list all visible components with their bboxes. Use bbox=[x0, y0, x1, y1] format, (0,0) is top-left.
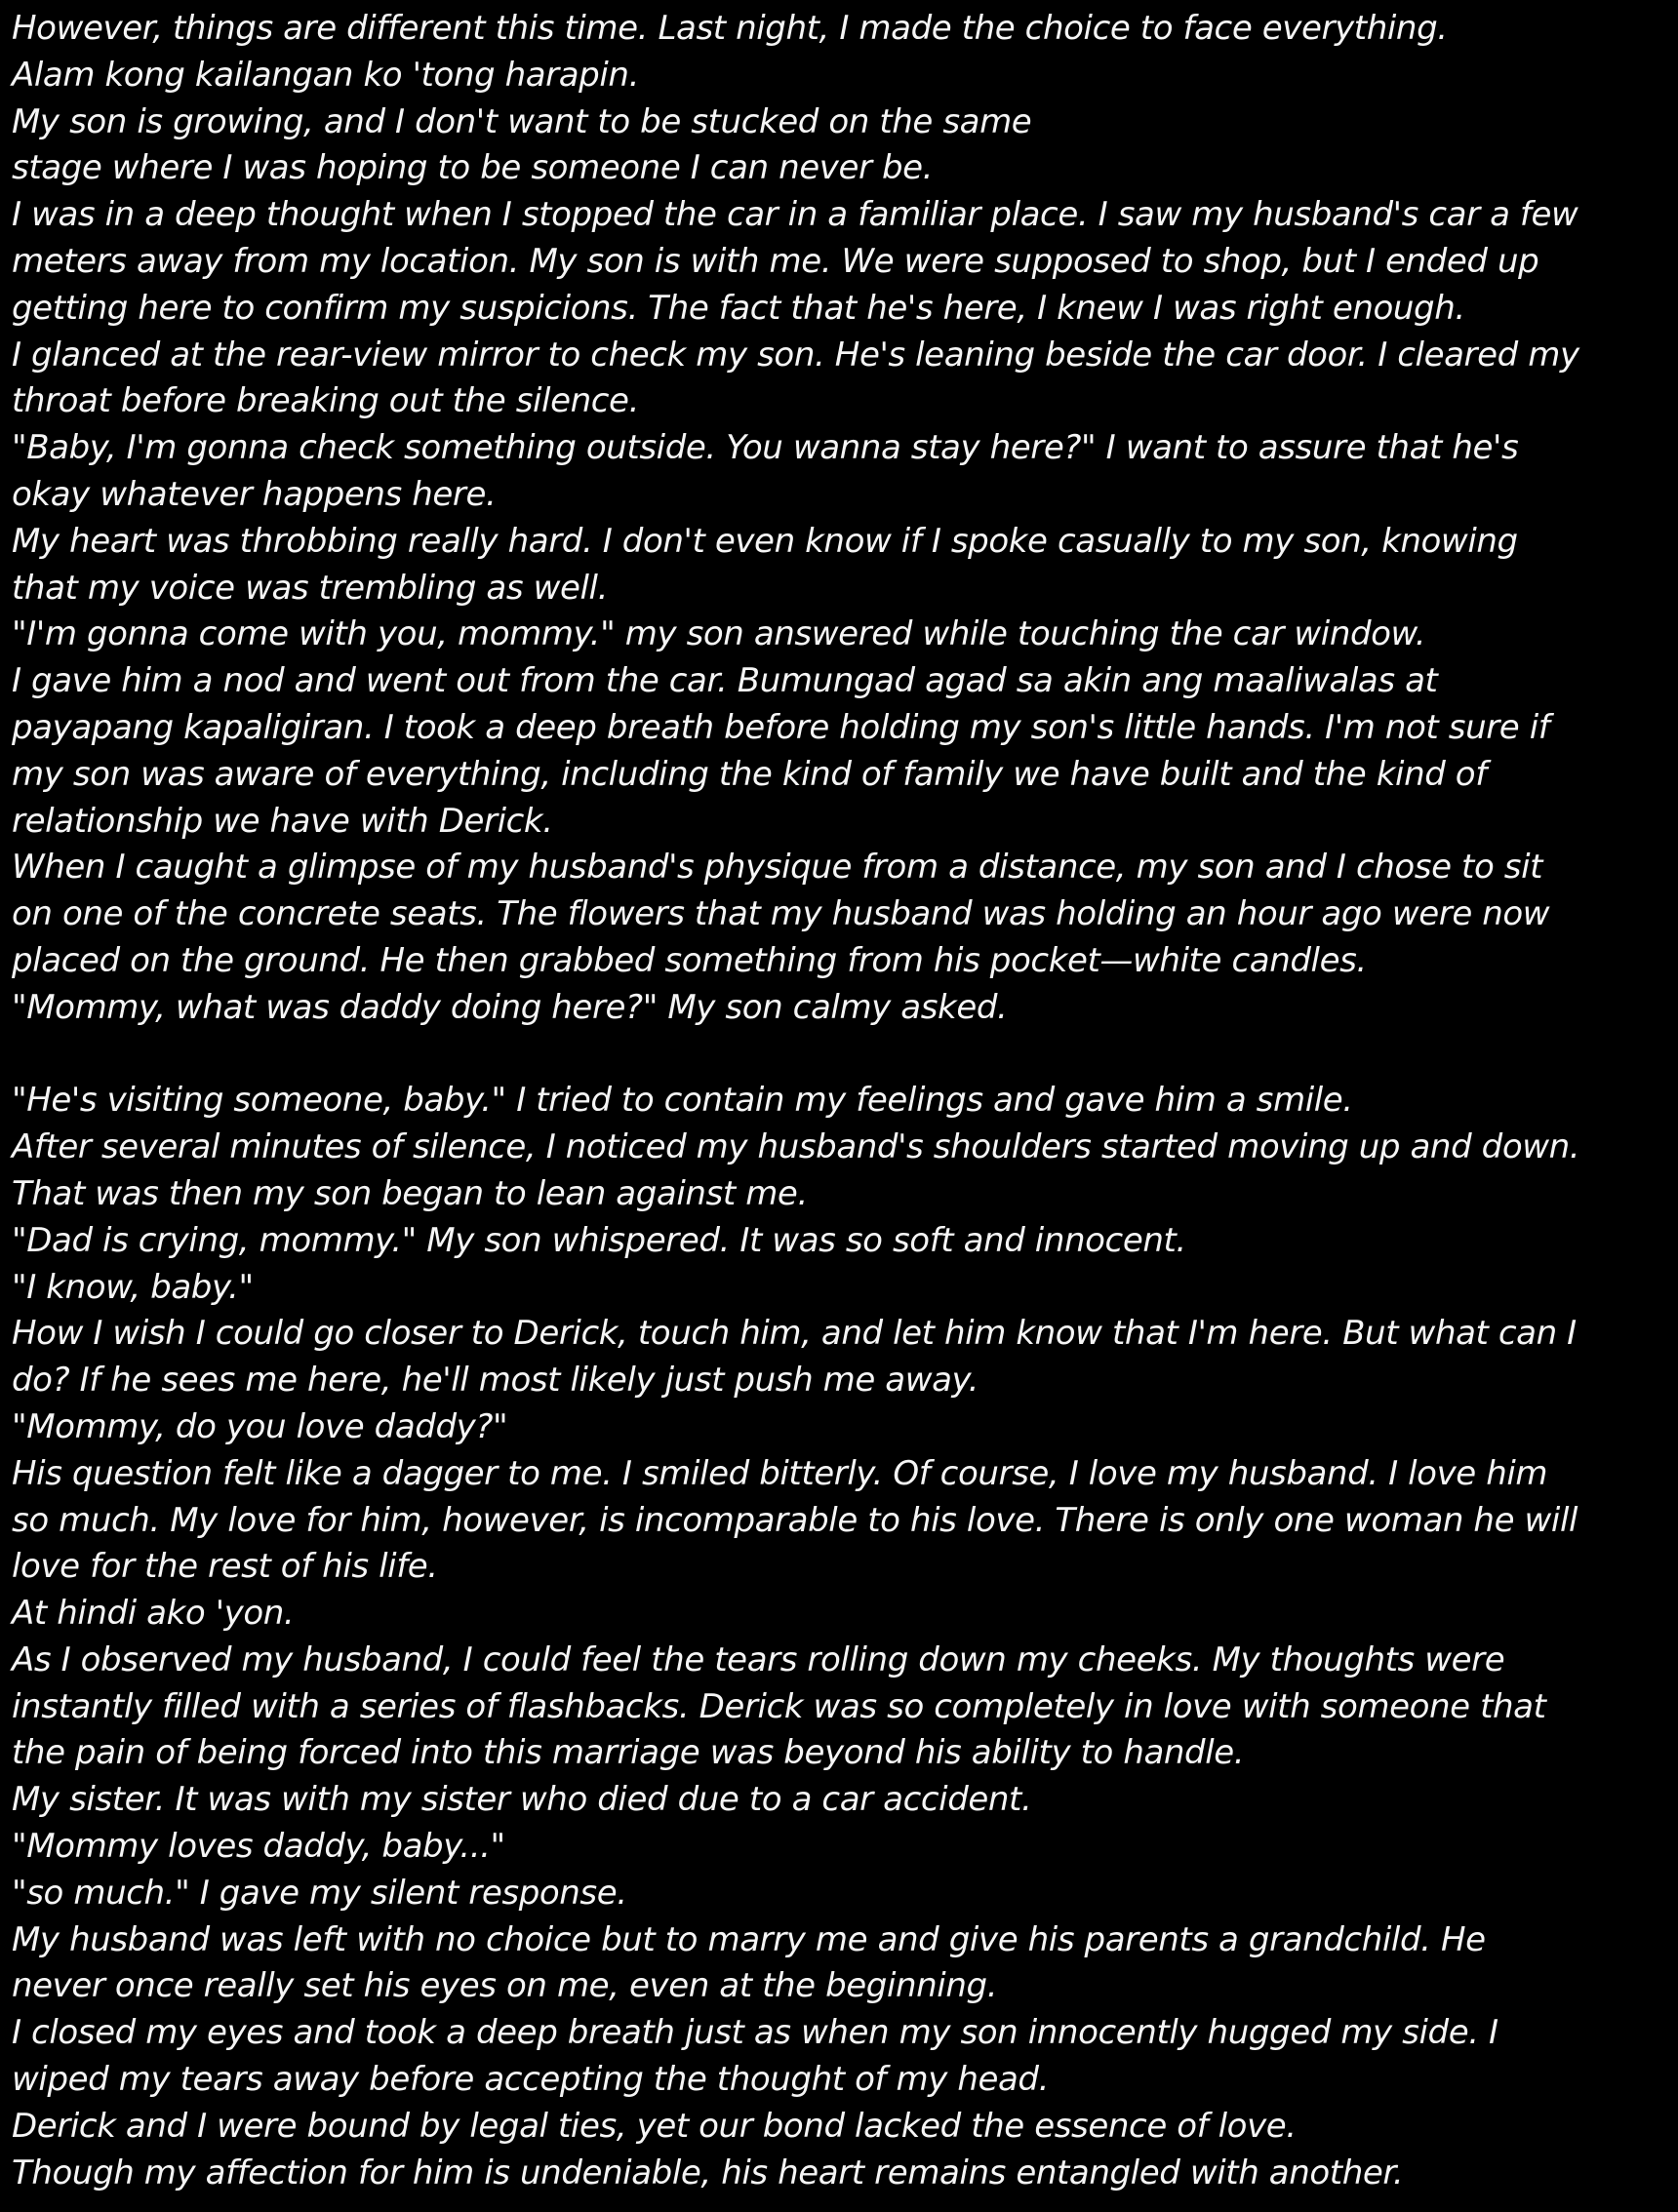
text-line: My sister. It was with my sister who died due to a car accident. bbox=[12, 1780, 1032, 1820]
text-line: I closed my eyes and took a deep breath just as when my son innocently hugged my side. I bbox=[12, 2013, 1498, 2053]
text-line: do? If he sees me here, he'll most likely just push me away. bbox=[12, 1361, 979, 1401]
text-line: placed on the ground. He then grabbed something from his pocket—white candles. bbox=[12, 940, 1367, 980]
text-line: payapang kapaligiran. I took a deep breath before holding my son's little hands. I'm not sure if bbox=[12, 707, 1550, 747]
text-line: never once really set his eyes on me, even at the beginning. bbox=[12, 1966, 998, 2006]
document-text-body bbox=[12, 6, 1670, 2196]
text-line: the pain of being forced into this marriage was beyond his ability to handle. bbox=[12, 1733, 1245, 1773]
text-line: "Baby, I'm gonna check something outside. You wanna stay here?" I want to assure that he's bbox=[12, 428, 1519, 468]
text-line: "so much." I gave my silent response. bbox=[12, 1873, 627, 1913]
text-line: My son is growing, and I don't want to be stucked on the same bbox=[12, 101, 1032, 141]
text-line: throat before breaking out the silence. bbox=[12, 381, 639, 421]
text-line: stage where I was hoping to be someone I can never be. bbox=[12, 148, 934, 188]
text-line: That was then my son began to lean against me. bbox=[12, 1173, 808, 1213]
text-line: love for the rest of his life. bbox=[12, 1547, 438, 1587]
text-line: so much. My love for him, however, is incomparable to his love. There is only one woman he will bbox=[12, 1500, 1578, 1540]
text-line: When I caught a glimpse of my husband's physique from a distance, my son and I chose to sit bbox=[12, 848, 1543, 888]
text-line: instantly filled with a series of flashbacks. Derick was so completely in love with someone that bbox=[12, 1686, 1546, 1726]
text-line: "I know, baby." bbox=[12, 1267, 254, 1307]
text-line: getting here to confirm my suspicions. The fact that he's here, I knew I was right enough. bbox=[12, 288, 1465, 328]
text-line: Derick and I were bound by legal ties, yet our bond lacked the essence of love. bbox=[12, 2106, 1297, 2146]
text-line: His question felt like a dagger to me. I smiled bitterly. Of course, I love my husband. I love him bbox=[12, 1453, 1548, 1493]
text-line: "Mommy, do you love daddy?" bbox=[12, 1406, 508, 1446]
text-line: I gave him a nod and went out from the car. Bumungad agad sa akin ang maaliwalas at bbox=[12, 661, 1438, 701]
text-line: I was in a deep thought when I stopped the car in a familiar place. I saw my husband's car a few bbox=[12, 195, 1578, 235]
text-line: wiped my tears away before accepting the thought of my head. bbox=[12, 2060, 1050, 2100]
text-line: okay whatever happens here. bbox=[12, 474, 497, 514]
text-line: Though my affection for him is undeniable, his heart remains entangled with another. bbox=[12, 2153, 1404, 2192]
blank-line bbox=[12, 1032, 1670, 1079]
text-line: At hindi ako 'yon. bbox=[12, 1594, 295, 1634]
text-line: However, things are different this time. Last night, I made the choice to face everything. bbox=[12, 9, 1448, 48]
text-line: "Mommy loves daddy, baby..." bbox=[12, 1827, 505, 1867]
text-line: meters away from my location. My son is with me. We were supposed to shop, but I ended up bbox=[12, 241, 1539, 281]
text-line: that my voice was trembling as well. bbox=[12, 568, 608, 608]
text-line: How I wish I could go closer to Derick, touch him, and let him know that I'm here. But what can I bbox=[12, 1314, 1577, 1354]
text-line: on one of the concrete seats. The flowers that my husband was holding an hour ago were now bbox=[12, 894, 1550, 934]
text-line: My heart was throbbing really hard. I don't even know if I spoke casually to my son, knowing bbox=[12, 521, 1518, 561]
text-line: Alam kong kailangan ko 'tong harapin. bbox=[12, 55, 639, 95]
text-line: I glanced at the rear-view mirror to check my son. He's leaning beside the car door. I cleared my bbox=[12, 335, 1579, 375]
text-line: "I'm gonna come with you, mommy." my son answered while touching the car window. bbox=[12, 614, 1426, 654]
text-line: As I observed my husband, I could feel the tears rolling down my cheeks. My thoughts were bbox=[12, 1639, 1505, 1679]
text-line: "He's visiting someone, baby." I tried to contain my feelings and gave him a smile. bbox=[12, 1081, 1353, 1121]
text-line: my son was aware of everything, including the kind of family we have built and the kind of bbox=[12, 754, 1487, 794]
text-line: "Dad is crying, mommy." My son whispered. It was so soft and innocent. bbox=[12, 1220, 1186, 1260]
text-line: After several minutes of silence, I noticed my husband's shoulders started moving up and down. bbox=[12, 1127, 1580, 1167]
text-line: relationship we have with Derick. bbox=[12, 801, 553, 841]
text-line: "Mommy, what was daddy doing here?" My son calmy asked. bbox=[12, 987, 1008, 1027]
text-line: My husband was left with no choice but to marry me and give his parents a grandchild. He bbox=[12, 1919, 1486, 1959]
